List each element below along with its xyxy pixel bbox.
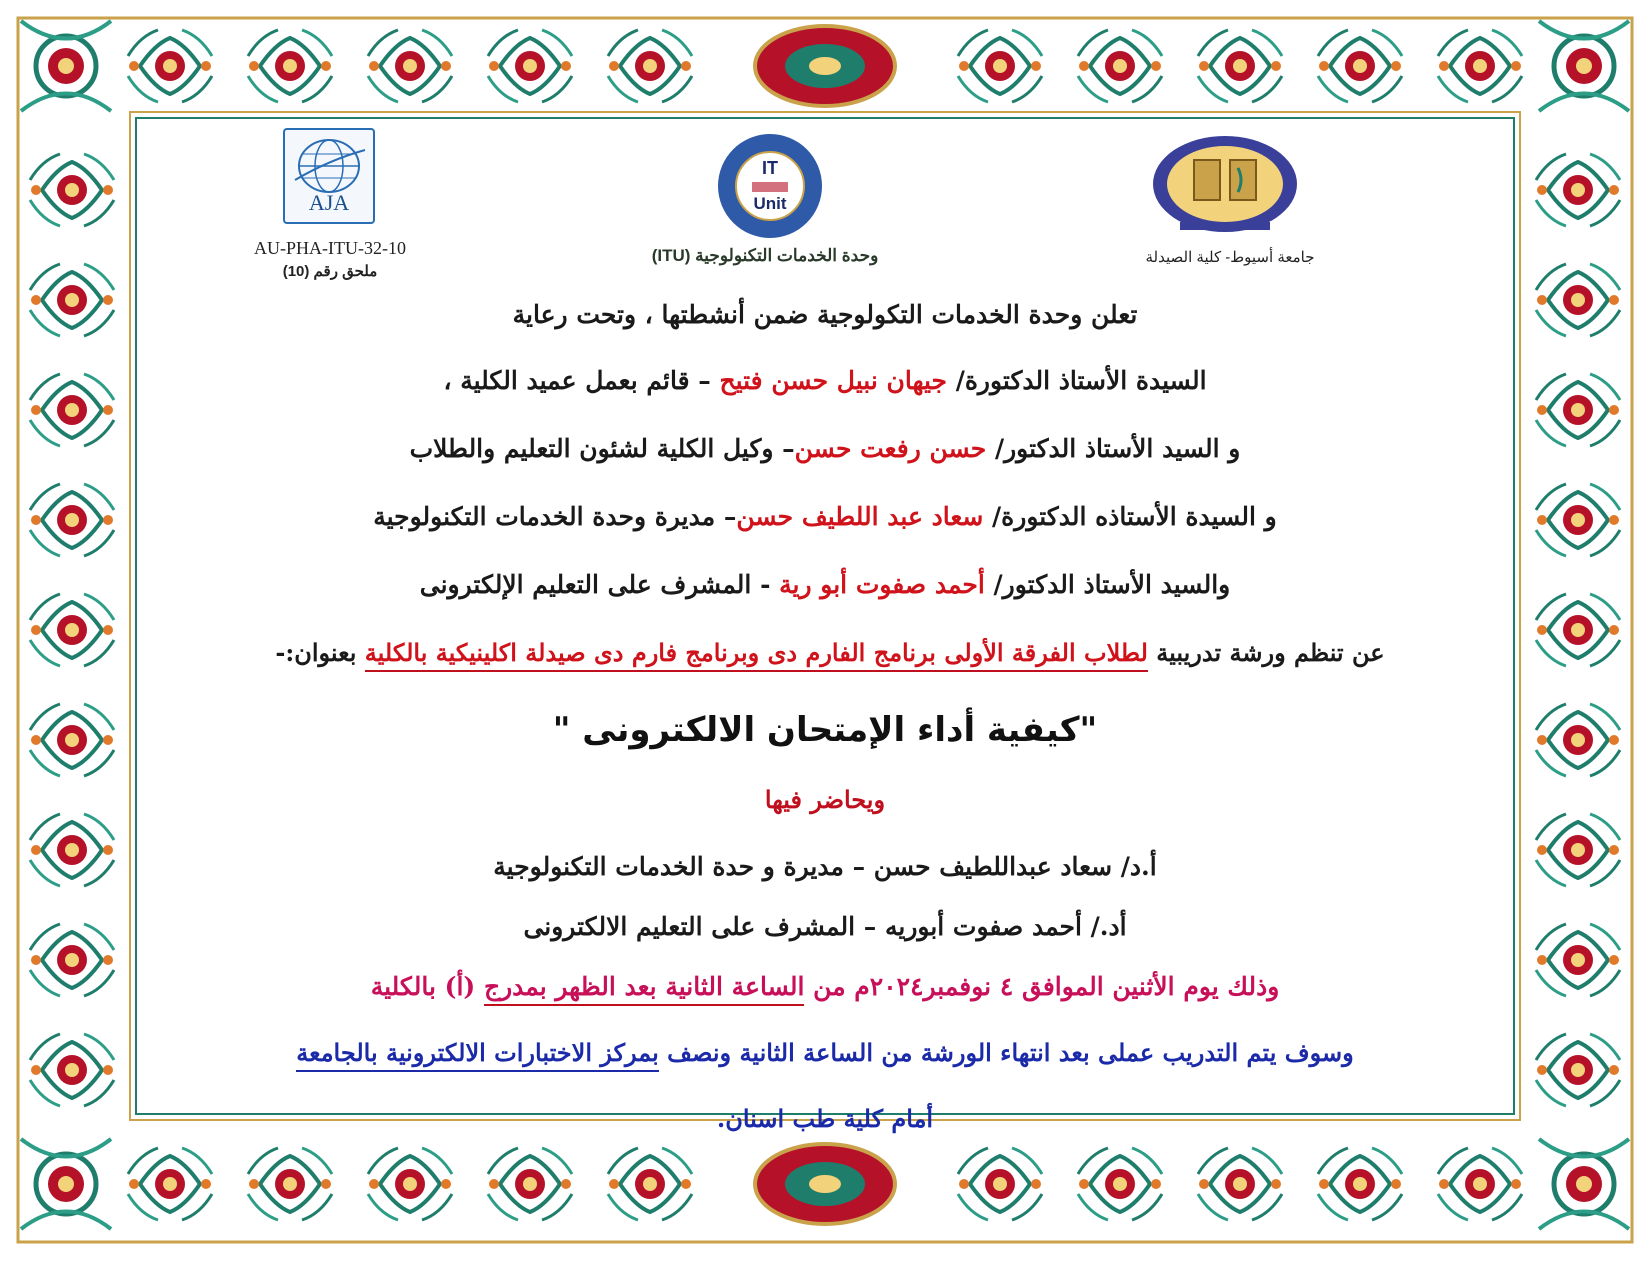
aja-logo: [283, 128, 375, 224]
patron-elearning-role: - المشرف على التعليم الإلكترونى: [419, 570, 780, 599]
patron-elearning-supervisor: [240, 570, 1410, 599]
patron-vice-dean-prefix: و السيد الأستاذ الدكتور/: [986, 434, 1241, 463]
it-unit-caption: وحدة الخدمات التكنولوجية (ITU): [651, 246, 879, 265]
date-line-suffix: (أ) بالكلية: [370, 972, 484, 1001]
patron-unit-director: [240, 502, 1410, 531]
patron-unit-director-role: – مديرة وحدة الخدمات التكنولوجية: [373, 502, 737, 531]
practical-training-location: أمام كلية طب اسنان.: [716, 1104, 934, 1133]
date-line-time: الساعة الثانية بعد الظهر بمدرج: [484, 972, 805, 1006]
patron-unit-director-name: سعاد عبد اللطيف حسن: [736, 502, 984, 531]
it-unit-logo: [712, 128, 828, 244]
practical-line-prefix: وسوف يتم التدريب عملى بعد انتهاء الورشة من الساعة الثانية ونصف: [658, 1038, 1354, 1067]
patron-dean: [240, 366, 1410, 395]
patron-elearning-name: أحمد صفوت أبو رية: [779, 570, 985, 599]
date-time-line: [240, 972, 1410, 1001]
patron-vice-dean: [240, 434, 1410, 463]
patron-dean-prefix: السيدة الأستاذ الدكتورة/: [947, 366, 1207, 395]
patron-unit-director-prefix: و السيدة الأستاذه الدكتورة/: [983, 502, 1277, 531]
workshop-target-prefix: عن تنظم ورشة تدريبية: [1147, 638, 1385, 667]
faculty-caption: جامعة أسيوط- كلية الصيدلة: [1145, 249, 1315, 266]
workshop-title: "كيفية أداء الإمتحان الالكترونى ": [552, 710, 1098, 750]
document-code: AU-PHA-ITU-32-10: [254, 238, 406, 258]
workshop-target-line: [250, 638, 1410, 667]
it-unit-bottom-text: Unit: [753, 194, 787, 213]
practical-training-line: [230, 1038, 1420, 1067]
workshop-target-suffix: بعنوان:-: [275, 638, 365, 667]
faculty-logo: [1150, 128, 1300, 236]
lecturer-1: أ.د/ سعاد عبداللطيف حسن – مديرة و حدة الخدمات التكنولوجية: [493, 852, 1157, 881]
lecturers-heading: ويحاضر فيها: [764, 785, 886, 814]
patron-dean-name: جيهان نبيل حسن فتيح: [719, 366, 947, 395]
faculty-seal-icon: [1150, 128, 1300, 236]
patron-dean-role: – قائم بعمل عميد الكلية ،: [443, 366, 720, 395]
it-unit-top-text: IT: [762, 158, 778, 178]
patron-vice-dean-name: حسن رفعت حسن: [794, 434, 987, 463]
lecturer-2: أد./ أحمد صفوت أبوريه – المشرف على التعليم الالكترونى: [523, 912, 1127, 941]
workshop-target-audience: لطلاب الفرقة الأولى برنامج الفارم دى وبرنامج فارم دى صيدلة اكلينيكية بالكلية: [365, 638, 1148, 672]
aja-logo-text: AJA: [308, 190, 350, 215]
practical-line-place: بمركز الاختبارات الالكترونية بالجامعة: [296, 1038, 659, 1072]
it-unit-seal-icon: [712, 128, 828, 244]
patron-vice-dean-role: – وكيل الكلية لشئون التعليم والطلاب: [409, 434, 795, 463]
announcement-line-1: تعلن وحدة الخدمات التكولوجية ضمن أنشطتها ، وتحت رعاية: [512, 300, 1138, 329]
date-line-prefix: وذلك يوم الأثنين الموافق ٤ نوفمبر٢٠٢٤م من: [804, 972, 1280, 1001]
annex-label: ملحق رقم (10): [282, 263, 378, 280]
patron-elearning-prefix: والسيد الأستاذ الدكتور/: [984, 570, 1231, 599]
